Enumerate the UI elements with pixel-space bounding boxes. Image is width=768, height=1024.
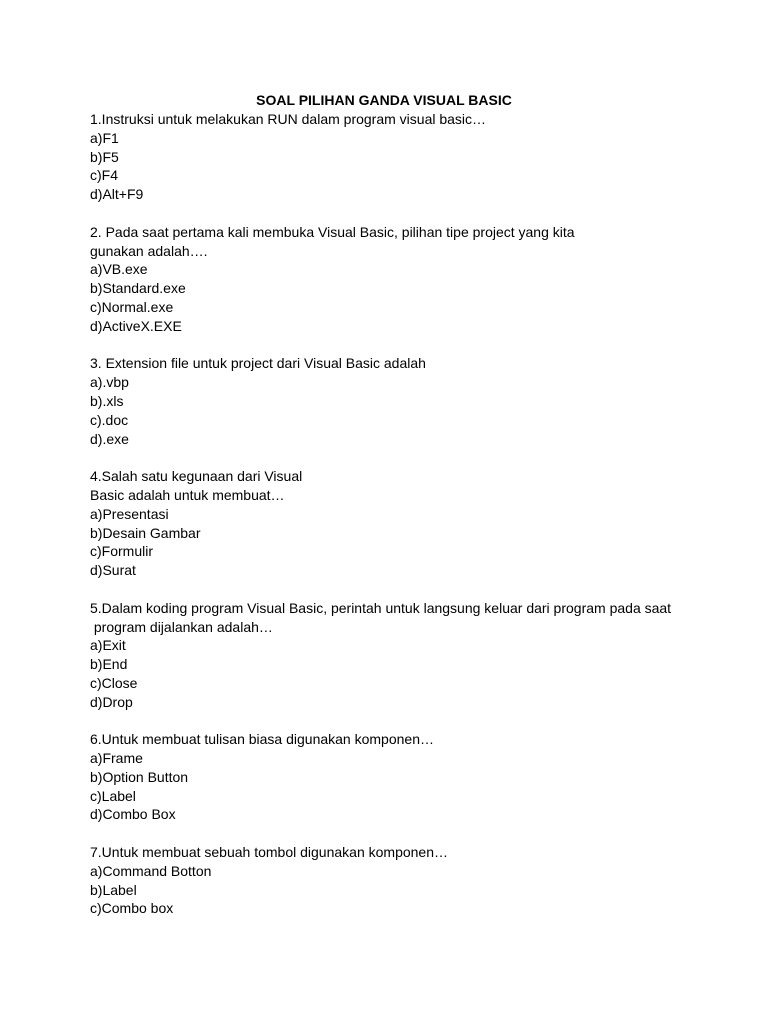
option-d: d)Alt+F9 <box>90 186 144 203</box>
option-a: a)Command Botton <box>90 862 212 879</box>
question-text: 4.Salah satu kegunaan dari Visual <box>90 468 303 485</box>
option-c: c)Normal.exe <box>90 298 174 315</box>
question-7 <box>90 843 730 918</box>
question-3 <box>90 354 730 448</box>
option-c: c)Close <box>90 674 138 691</box>
question-text: 1.Instruksi untuk melakukan RUN dalam program visual basic… <box>90 111 487 127</box>
option-b: b)F5 <box>90 148 119 165</box>
question-2 <box>90 223 730 336</box>
question-1 <box>90 110 730 204</box>
option-b: b)Desain Gambar <box>90 524 201 541</box>
question-5 <box>90 599 730 712</box>
option-c: c)Formulir <box>90 543 153 560</box>
question-6 <box>90 730 730 824</box>
option-c: c)Label <box>90 787 136 804</box>
question-text: 2. Pada saat pertama kali membuka Visual Basic, pilihan tipe project yang kita <box>90 223 575 240</box>
option-d: d).exe <box>90 430 129 447</box>
option-b: b)Label <box>90 881 137 898</box>
question-text: 5.Dalam koding program Visual Basic, perintah untuk langsung keluar dari program pada saat <box>90 599 672 616</box>
option-c: c).doc <box>90 411 129 428</box>
option-d: d)Surat <box>90 562 136 579</box>
question-text: 6.Untuk membuat tulisan biasa digunakan komponen… <box>90 731 434 748</box>
question-4 <box>90 467 730 580</box>
option-a: a)VB.exe <box>90 261 148 278</box>
option-a: a).vbp <box>90 374 129 391</box>
option-c: c)F4 <box>90 167 118 184</box>
option-c: c)Combo box <box>90 900 174 917</box>
question-text-continued: Basic adalah untuk membuat… <box>90 486 285 503</box>
option-b: b)End <box>90 656 128 673</box>
option-d: d)ActiveX.EXE <box>90 317 182 334</box>
option-a: a)Presentasi <box>90 505 169 522</box>
question-text: 3. Extension file untuk project dari Visual Basic adalah <box>90 355 426 372</box>
option-b: b)Option Button <box>90 768 189 785</box>
question-text-continued: gunakan adalah…. <box>90 242 208 259</box>
option-a: a)F1 <box>90 129 119 146</box>
option-b: b).xls <box>90 392 124 409</box>
question-text: 7.Untuk membuat sebuah tombol digunakan komponen… <box>90 844 448 861</box>
page-title: SOAL PILIHAN GANDA VISUAL BASIC <box>256 92 512 108</box>
option-a: a)Exit <box>90 637 126 654</box>
question-text-continued: program dijalankan adalah… <box>90 618 273 635</box>
option-b: b)Standard.exe <box>90 280 186 297</box>
option-a: a)Frame <box>90 750 143 767</box>
option-d: d)Drop <box>90 693 133 710</box>
option-d: d)Combo Box <box>90 806 176 823</box>
document-body <box>90 110 730 937</box>
